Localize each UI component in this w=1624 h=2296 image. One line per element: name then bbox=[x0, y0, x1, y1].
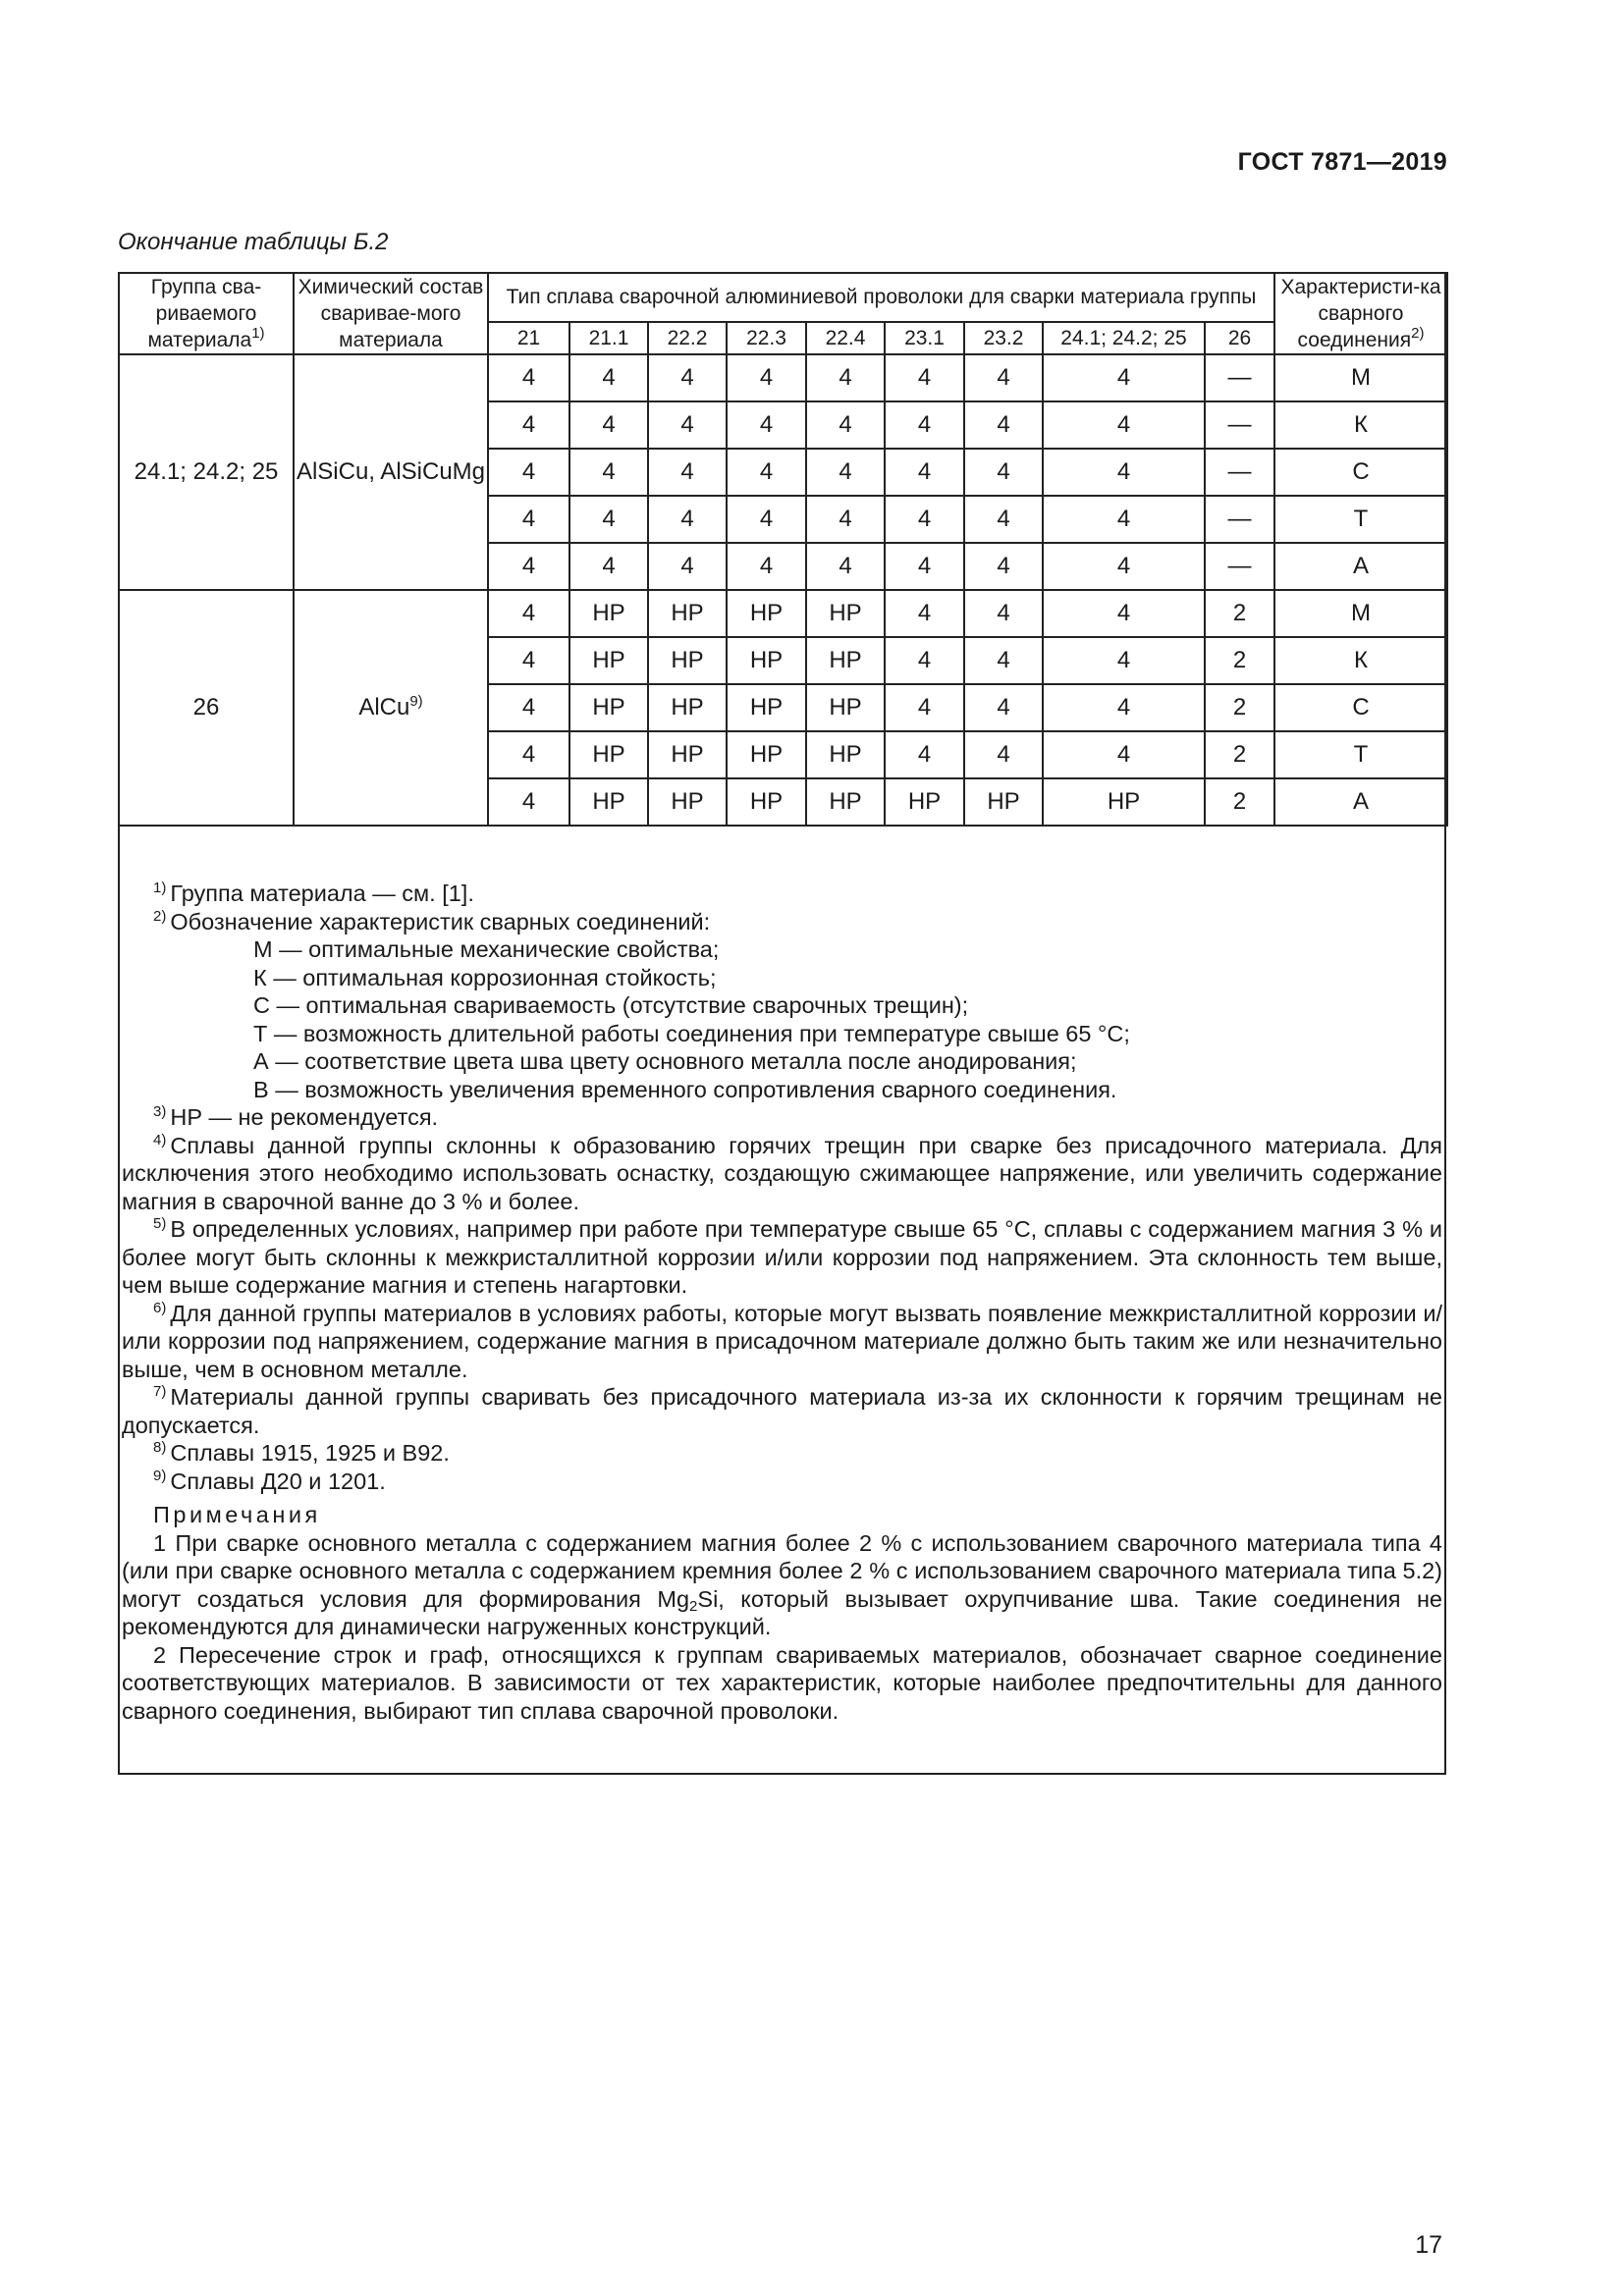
value-cell: 4 bbox=[964, 496, 1043, 543]
value-cell: 4 bbox=[1043, 731, 1205, 778]
value-cell: 4 bbox=[488, 401, 569, 449]
value-cell: — bbox=[1205, 401, 1274, 449]
subheader-cell: 21.1 bbox=[569, 322, 648, 354]
value-cell: 4 bbox=[569, 354, 648, 401]
footnote-item bbox=[122, 1047, 1442, 1076]
value-cell: 4 bbox=[648, 496, 727, 543]
value-cell: 4 bbox=[488, 449, 569, 496]
chem-cell bbox=[294, 354, 488, 590]
subheader-cell: 21 bbox=[488, 322, 569, 354]
footnote-item bbox=[122, 908, 1442, 936]
header-chem: Химический состав сваривае-мого материала bbox=[294, 273, 488, 354]
value-cell: 2 bbox=[1205, 637, 1274, 684]
note-1-subscript: 2 bbox=[689, 1597, 698, 1615]
value-cell: НР bbox=[806, 778, 885, 826]
value-cell: 4 bbox=[885, 731, 964, 778]
footnote-marker: 4) bbox=[153, 1131, 167, 1148]
footnote-marker: 2) bbox=[153, 907, 167, 925]
footnote-marker: 5) bbox=[153, 1215, 167, 1232]
value-cell: 4 bbox=[885, 354, 964, 401]
note-1 bbox=[122, 1529, 1442, 1641]
value-cell: 4 bbox=[488, 590, 569, 637]
value-cell: 4 bbox=[1043, 354, 1205, 401]
page-number: 17 bbox=[1415, 2231, 1442, 2259]
value-cell: 4 bbox=[885, 684, 964, 731]
footnote-text: НР — не рекомендуется. bbox=[170, 1104, 439, 1130]
footnote-text: С — оптимальная свариваемость (отсутствие сварочных трещин); bbox=[253, 992, 969, 1018]
value-cell: 4 bbox=[964, 731, 1043, 778]
value-cell: 4 bbox=[885, 590, 964, 637]
footnote-item bbox=[122, 935, 1442, 964]
value-cell: НР bbox=[648, 684, 727, 731]
footnote-text: Обозначение характеристик сварных соединений: bbox=[170, 908, 711, 934]
value-cell: 4 bbox=[727, 449, 806, 496]
value-cell: 4 bbox=[964, 354, 1043, 401]
value-cell: НР bbox=[1043, 778, 1205, 826]
footnote-text: В — возможность увеличения временного сопротивления сварного соединения. bbox=[253, 1076, 1117, 1102]
value-cell: 4 bbox=[1043, 684, 1205, 731]
chem-text: AlSiCu, AlSiCuMg bbox=[296, 458, 486, 485]
table-row bbox=[119, 354, 1447, 401]
value-cell: 4 bbox=[964, 449, 1043, 496]
value-cell: НР bbox=[806, 590, 885, 637]
subheader-cell: 22.4 bbox=[806, 322, 885, 354]
subheader-cell: 24.1; 24.2; 25 bbox=[1043, 322, 1205, 354]
notes-title: Примечания bbox=[153, 1502, 321, 1527]
footnote-item bbox=[122, 964, 1442, 992]
value-cell: 4 bbox=[964, 401, 1043, 449]
footnote-text: Т — возможность длительной работы соединения при температуре свыше 65 °С; bbox=[253, 1020, 1130, 1046]
header-group bbox=[119, 273, 294, 354]
header-alloy-type: Тип сплава сварочной алюминиевой проволоки для сварки материала группы bbox=[488, 273, 1274, 322]
note-1-text-b: Si, который вызывает охрупчивание шва. Такие соединения не рекомендуются для динамически нагруженных конструкций. bbox=[122, 1585, 1442, 1639]
value-cell: 4 bbox=[648, 543, 727, 590]
subheader-cell: 22.3 bbox=[727, 322, 806, 354]
char-cell: С bbox=[1274, 449, 1447, 496]
footnote-text: Сплавы Д20 и 1201. bbox=[170, 1468, 386, 1494]
value-cell: 4 bbox=[488, 731, 569, 778]
footnote-marker: 9) bbox=[153, 1467, 167, 1484]
subheader-cell: 22.2 bbox=[648, 322, 727, 354]
value-cell: НР bbox=[569, 637, 648, 684]
document-code: ГОСТ 7871—2019 bbox=[1237, 148, 1447, 176]
footnote-text: М — оптимальные механические свойства; bbox=[253, 936, 720, 962]
header-char-text: Характеристи-ка сварного соединения bbox=[1280, 276, 1441, 351]
value-cell: НР bbox=[727, 778, 806, 826]
value-cell: НР bbox=[569, 684, 648, 731]
footnote-marker: 7) bbox=[153, 1383, 167, 1400]
header-char-sup: 2) bbox=[1411, 325, 1425, 342]
group-cell: 24.1; 24.2; 25 bbox=[119, 354, 294, 590]
chem-sup: 9) bbox=[409, 693, 423, 710]
value-cell: НР bbox=[806, 637, 885, 684]
value-cell: 4 bbox=[964, 543, 1043, 590]
value-cell: 4 bbox=[885, 543, 964, 590]
value-cell: 4 bbox=[964, 684, 1043, 731]
footnote-item bbox=[122, 1383, 1442, 1439]
footnote-item bbox=[122, 880, 1442, 908]
value-cell: 4 bbox=[488, 778, 569, 826]
footnote-item bbox=[122, 991, 1442, 1020]
value-cell: НР bbox=[727, 590, 806, 637]
value-cell: НР bbox=[648, 590, 727, 637]
char-cell: К bbox=[1274, 401, 1447, 449]
char-cell: М bbox=[1274, 590, 1447, 637]
value-cell: НР bbox=[885, 778, 964, 826]
header-char bbox=[1274, 273, 1447, 354]
footnote-text: К — оптимальная коррозионная стойкость; bbox=[253, 964, 717, 990]
value-cell: 4 bbox=[806, 401, 885, 449]
value-cell: 4 bbox=[569, 449, 648, 496]
value-cell: НР bbox=[727, 637, 806, 684]
value-cell: 4 bbox=[569, 401, 648, 449]
value-cell: 4 bbox=[648, 449, 727, 496]
value-cell: 4 bbox=[1043, 401, 1205, 449]
value-cell: 4 bbox=[885, 401, 964, 449]
table-row bbox=[119, 590, 1447, 637]
value-cell: 2 bbox=[1205, 778, 1274, 826]
note-1-text-a: 1 При сварке основного металла с содержанием магния более 2 % с использованием сварочного материала типа 4 (или при сварке основного металла с содержанием кремния более 2 % с использованием сварочного материала типа 5.2) могут создаться условия для формирования Mg bbox=[122, 1529, 1442, 1612]
footnote-item bbox=[122, 1439, 1442, 1468]
value-cell: 4 bbox=[806, 496, 885, 543]
footnote-item bbox=[122, 1020, 1442, 1048]
value-cell: — bbox=[1205, 354, 1274, 401]
subheader-cell: 26 bbox=[1205, 322, 1274, 354]
value-cell: НР bbox=[648, 637, 727, 684]
char-cell: А bbox=[1274, 543, 1447, 590]
value-cell: НР bbox=[648, 731, 727, 778]
value-cell: 4 bbox=[727, 354, 806, 401]
value-cell: 4 bbox=[964, 637, 1043, 684]
footnote-marker: 8) bbox=[153, 1439, 167, 1456]
char-cell: А bbox=[1274, 778, 1447, 826]
value-cell: НР bbox=[806, 684, 885, 731]
value-cell: 4 bbox=[488, 496, 569, 543]
header-group-sup: 1) bbox=[251, 325, 265, 342]
footnote-item bbox=[122, 1103, 1442, 1132]
value-cell: 2 bbox=[1205, 731, 1274, 778]
footnote-text: Сплавы 1915, 1925 и В92. bbox=[170, 1440, 450, 1466]
footnote-text: Сплавы данной группы склонны к образованию горячих трещин при сварке без присадочного материала. Для исключения этого необходимо использовать оснастку, создающую сжимающее напряжение, или увеличить содержание магния в сварочной ванне до 3 % и более. bbox=[122, 1132, 1442, 1214]
footnote-text: А — соответствие цвета шва цвету основного металла после анодирования; bbox=[253, 1048, 1077, 1074]
value-cell: 4 bbox=[885, 496, 964, 543]
value-cell: 4 bbox=[806, 543, 885, 590]
footnote-text: Для данной группы материалов в условиях работы, которые могут вызвать появление межкристаллитной коррозии и/или коррозии под напряжением, содержание магния в присадочном материале должно быть таким же или незначительно выше, чем в основном металле. bbox=[122, 1300, 1442, 1382]
footnote-text: Группа материала — см. [1]. bbox=[170, 881, 474, 906]
value-cell: 4 bbox=[727, 401, 806, 449]
value-cell: 4 bbox=[569, 496, 648, 543]
chem-cell bbox=[294, 590, 488, 826]
value-cell: 4 bbox=[1043, 590, 1205, 637]
chem-text: AlCu bbox=[358, 694, 410, 721]
footnote-marker: 6) bbox=[153, 1299, 167, 1316]
value-cell: НР bbox=[806, 731, 885, 778]
value-cell: НР bbox=[727, 684, 806, 731]
value-cell: 4 bbox=[885, 449, 964, 496]
footnote-marker: 1) bbox=[153, 880, 167, 896]
value-cell: — bbox=[1205, 543, 1274, 590]
value-cell: 4 bbox=[806, 354, 885, 401]
subheader-cell: 23.1 bbox=[885, 322, 964, 354]
value-cell: 4 bbox=[727, 543, 806, 590]
table-caption: Окончание таблицы Б.2 bbox=[118, 229, 389, 255]
value-cell: 2 bbox=[1205, 590, 1274, 637]
footnotes-list bbox=[122, 880, 1442, 1495]
footnote-text: В определенных условиях, например при работе при температуре свыше 65 °С, сплавы с содержанием магния 3 % и более могут быть склонны к межкристаллитной коррозии и/или коррозии под напряжением. Эта склонность тем выше, чем выше содержание магния и степень нагартовки. bbox=[122, 1216, 1442, 1298]
char-cell: М bbox=[1274, 354, 1447, 401]
value-cell: 4 bbox=[727, 496, 806, 543]
value-cell: 4 bbox=[648, 354, 727, 401]
footnote-item bbox=[122, 1215, 1442, 1300]
note-2: 2 Пересечение строк и граф, относящихся к группам свариваемых материалов, обозначает сварное соединение соответствующих материалов. В зависимости от тех характеристик, которые наиболее предпочтительны для данного сварного соединения, выбирают тип сплава сварочной проволоки. bbox=[122, 1641, 1442, 1724]
value-cell: 4 bbox=[1043, 449, 1205, 496]
value-cell: НР bbox=[569, 778, 648, 826]
value-cell: 4 bbox=[569, 543, 648, 590]
value-cell: 4 bbox=[488, 684, 569, 731]
group-cell: 26 bbox=[119, 590, 294, 826]
footnote-text: Материалы данной группы сваривать без присадочного материала из-за их склонности к горячим трещинам не допускается. bbox=[122, 1384, 1442, 1438]
value-cell: 4 bbox=[964, 590, 1043, 637]
value-cell: НР bbox=[964, 778, 1043, 826]
value-cell: 4 bbox=[488, 543, 569, 590]
footnote-item bbox=[122, 1076, 1442, 1104]
value-cell: 4 bbox=[488, 637, 569, 684]
value-cell: 4 bbox=[1043, 543, 1205, 590]
alloy-table bbox=[118, 272, 1448, 827]
value-cell: 4 bbox=[1043, 496, 1205, 543]
value-cell: — bbox=[1205, 449, 1274, 496]
footnote-marker: 3) bbox=[153, 1103, 167, 1120]
value-cell: 4 bbox=[806, 449, 885, 496]
header-group-text: Группа сва-риваемого материала bbox=[147, 276, 262, 351]
char-cell: К bbox=[1274, 637, 1447, 684]
notes-section bbox=[122, 880, 1442, 1725]
value-cell: 2 bbox=[1205, 684, 1274, 731]
subheader-cell: 23.2 bbox=[964, 322, 1043, 354]
char-cell: Т bbox=[1274, 496, 1447, 543]
value-cell: 4 bbox=[648, 401, 727, 449]
value-cell: 4 bbox=[1043, 637, 1205, 684]
footnote-item bbox=[122, 1300, 1442, 1384]
value-cell: НР bbox=[569, 731, 648, 778]
value-cell: — bbox=[1205, 496, 1274, 543]
footnote-item bbox=[122, 1132, 1442, 1216]
value-cell: 4 bbox=[885, 637, 964, 684]
value-cell: 4 bbox=[488, 354, 569, 401]
char-cell: С bbox=[1274, 684, 1447, 731]
value-cell: НР bbox=[648, 778, 727, 826]
value-cell: НР bbox=[727, 731, 806, 778]
value-cell: НР bbox=[569, 590, 648, 637]
footnote-item bbox=[122, 1468, 1442, 1496]
char-cell: Т bbox=[1274, 731, 1447, 778]
